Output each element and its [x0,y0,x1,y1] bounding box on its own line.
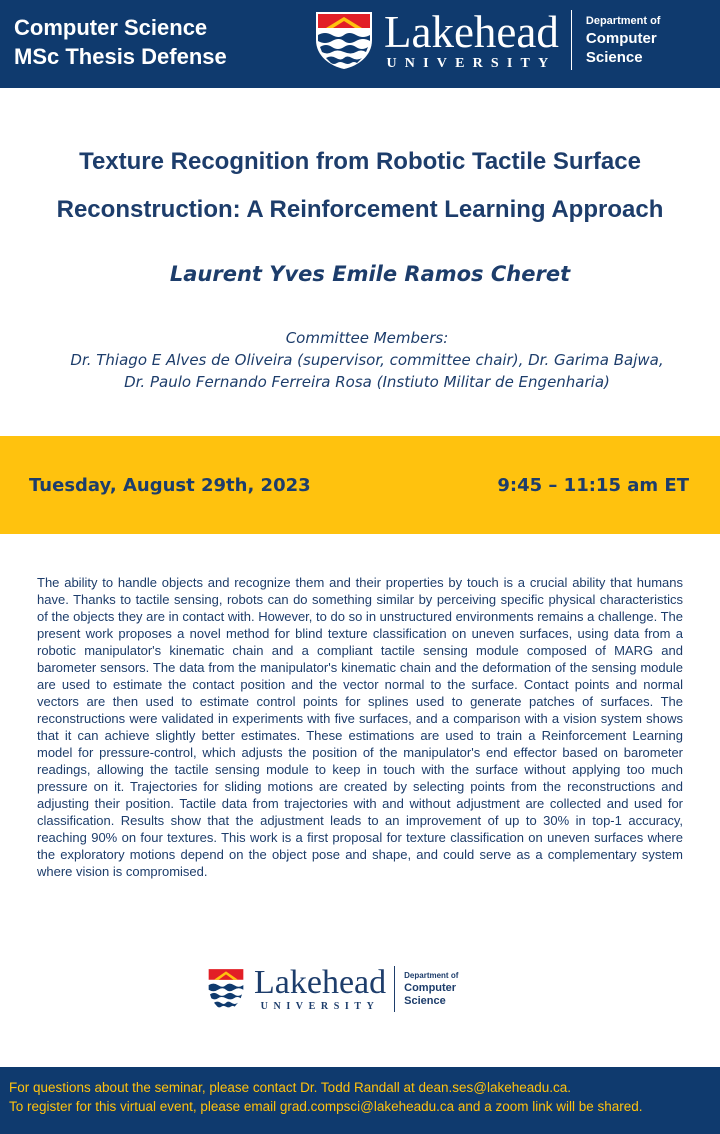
presenter-name: Laurent Yves Emile Ramos Cheret [169,262,571,286]
department-of-label: Department of [404,971,459,980]
abstract-text: The ability to handle objects and recognize them and their properties by touch is a crucial ability that humans have. Thanks to tactile sensing, robots can do something similar by perceiving specific physical characteristics of the objects they are in contact with. However, to do so in unstructured environments remains a challenge. The present work proposes a novel method for blind texture classification on uneven surfaces, using data from a robotic manipulator's kinematic chain and a compliant tactile sensing module composed of MARG and barometer sensors. The data from the manipulator's kinematic chain and the deformation of the sensing module are used to estimate the contact position and the vector normal to the surface. Contact points and normal vectors are then used to estimate control points for splines used to generate patches of surfaces. The reconstructions were validated in experiments with five surfaces, and a comparison with a vision system shows that it can achieve slightly better estimates. These estimations are used to train a Reinforcement Learning model for pressure-control, which adjusts the position of the manipulator's end effector based on barometer readings, allowing the tactile sensing module to keep in touch with the surface without applying too much pressure on it. Trajectories for sliding motions are created by selecting points from the reconstructions and adjusting their position. Tactile data from trajectories with and without adjustment are collected and used for classification. Results show that the adjustment leads to an improvement of up to 30% in top-1 accuracy, reaching 90% on four textures. This work is a first proposal for texture classification on uneven surfaces where the exploratory motions depend on the object pose and shape, and could serve as a complementary system where vision is compromised. [37,575,683,879]
logo-department [404,970,458,1008]
event-type-line1: Computer Science [14,15,208,40]
logo-divider [571,10,572,70]
logo-name: Lakehead [254,964,387,1001]
event-type-line2: MSc Thesis Defense [14,44,227,69]
logo-wordmark [384,6,559,71]
logo-university: UNIVERSITY [386,55,557,71]
footer-university-logo [206,966,458,1012]
logo-department [586,13,661,67]
event-type [14,13,227,71]
logo-divider [394,966,395,1012]
logo-name: Lakehead [384,6,559,57]
university-crest-icon [206,966,246,1012]
department-of-label: Department of [585,15,661,27]
thesis-title [0,138,720,234]
committee-heading: Committee Members: [285,329,449,347]
contact-footer [0,1067,720,1134]
thesis-title-line1: Texture Recognition from Robotic Tactile Surface [79,148,641,175]
university-crest-icon [314,10,374,70]
department-name-line2: Science [585,49,643,66]
committee-members [0,327,720,393]
department-name-line1: Computer [404,982,457,994]
thesis-title-line2: Reconstruction: A Reinforcement Learning Approach [56,196,664,223]
registration-line: To register for this virtual event, please email grad.compsci@lakeheadu.ca and a zoom link will be shared. [9,1099,643,1114]
logo-university: UNIVERSITY [260,1001,380,1012]
logo-wordmark [254,966,386,1012]
event-time: 9:45 – 11:15 am ET [497,475,689,496]
department-name-line1: Computer [585,30,657,47]
schedule-band [0,436,720,534]
department-name-line2: Science [404,995,446,1007]
contact-line: For questions about the seminar, please contact Dr. Todd Randall at dean.ses@lakeheadu.ca. [9,1080,572,1095]
committee-line2: Dr. Paulo Fernando Ferreira Rosa (Instiuto Militar de Engenharia) [124,373,610,391]
committee-line1: Dr. Thiago E Alves de Oliveira (supervisor, committee chair), Dr. Garima Bajwa, [70,351,664,369]
header-bar [0,0,720,88]
university-logo [314,6,661,71]
event-date: Tuesday, August 29th, 2023 [29,475,311,496]
